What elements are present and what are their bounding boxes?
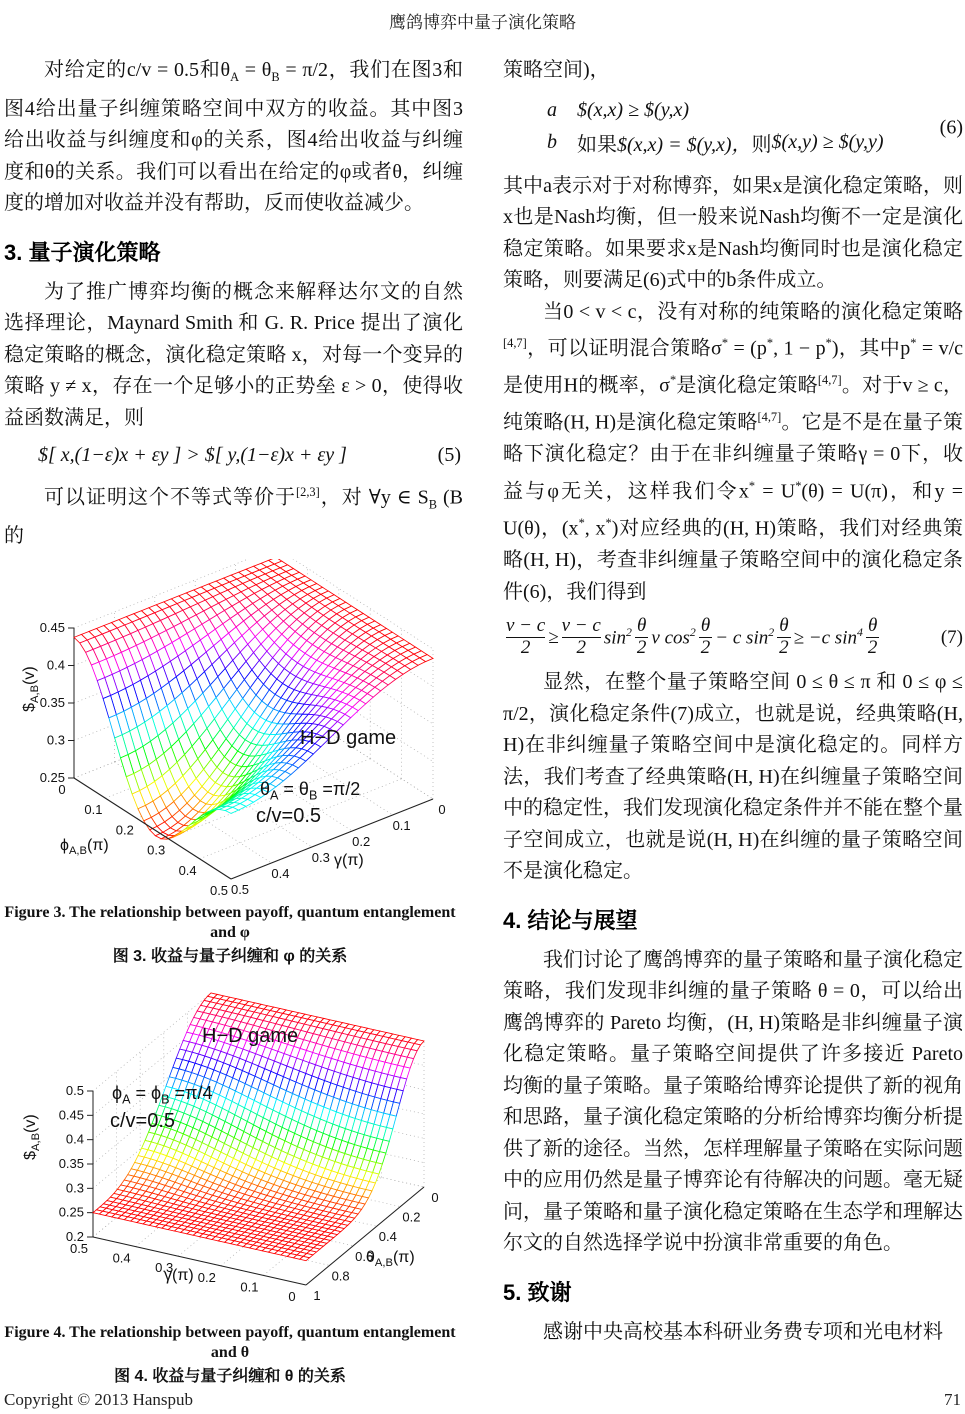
equation-6-number: (6) (939, 116, 963, 138)
equation-5 (4, 444, 463, 467)
equation-6-condition-a (547, 99, 963, 122)
paragraph-mixed-strategy: 当0 < v < c，没有对称的纯策略的演化稳定策略[4,7]，可以证明混合策略σ* = (p*, 1 − p*)，其中p* = v/c是使用H的概率，σ*是演化稳定策略[4,7]。对于v ≥ c，纯策略(H, H)是演化稳定策略[4,7]。它是不是在量子策略下演化稳定？由于在非纠缠量子策略γ = 0下，收益与φ无关，这样我们令x* = U*(θ) = U(π)，和y = U(θ)，(x*, x*)对应经典的(H, H)策略，我们对经典策略(H, H)，考查非纠缠量子策略空间中的演化稳定条件(6)，我们得到 (503, 300, 964, 603)
equation-7-fraction: $\frac{\theta}{2}$ (779, 615, 789, 659)
figure-4-cv-annotation: c/v=0.5 (110, 1109, 176, 1132)
figure-3-caption-en-line1: Figure 3. The relationship between payoff, quantum entanglement (4, 903, 456, 921)
figure-4-caption-zh: 图 4. 收益与量子纠缠和 θ 的关系 (114, 1367, 346, 1385)
footer-page-number: 71 (944, 1390, 961, 1409)
figure-3-y-axis-label: γ(π) (334, 851, 364, 869)
figure-4-y-axis-label: $\theta_{A,B}(\pi)$ (366, 1248, 415, 1269)
figure-4-caption-en-line2: and θ (210, 1343, 250, 1361)
figure-3-caption-zh: 图 3. 收益与量子纠缠和 φ 的关系 (112, 947, 348, 965)
figure-4-z-axis-label: $\$_{A,B}(v)$ (21, 1113, 43, 1160)
equation-5-body: $[ x,(1−ε)x + εy ] > $[ y,(1−ε)x + εy ] (38, 444, 347, 466)
equation-7-fraction: $\frac{v - c}{2}$ (561, 615, 601, 659)
figure-3-caption-en-line2: and φ (210, 923, 250, 941)
paragraph-conclusion: 我们讨论了鹰鸽博弈的量子策略和量子演化稳定策略，我们发现非纠缠的量子策略 θ = 0，可以给出鹰鸽博弈的 Pareto 均衡，(H, H)策略是非纠缠量子演化稳定策略。量子策略空间提供了许多接近 Pareto 均衡的量子策略。量子策略给博弈论提供了新的视角和思路，量子演化稳定策略的分析给博弈均衡分析提供了新的途径。当然，怎样理解量子策略在实际问题中的应用仍然是量子博弈论有待解决的问题。毫无疑问，量子策略和量子演化稳定策略在生态学和理解达尔文的自然选择学说中扮演非常重要的角色。 (503, 948, 963, 1255)
paragraph-acknowledgement: 感谢中央高校基本科研业务费专项和光电材料 (543, 1320, 943, 1343)
figure-3-x-axis-label: $\phi_{A,B}(\pi)$ (60, 836, 109, 857)
equation-7-number: (7) (940, 626, 963, 648)
section-heading-5: 5. 致谢 (503, 1279, 572, 1305)
figure-4-phi-annotation: $\phi_A = \phi_B =\pi/4$ (112, 1082, 213, 1107)
equation-7-term: v $\cos^2$ (651, 626, 696, 649)
equation-7-fraction: θ 2 (636, 615, 647, 659)
footer-copyright: Copyright © 2013 Hanspub (4, 1390, 194, 1409)
equation-6-condition-b (547, 128, 963, 157)
equation-7-relation: ≥ (548, 626, 559, 648)
equation-6-b-if: 如果 (577, 133, 617, 156)
equation-6 (503, 99, 963, 157)
equation-5-number: (5) (437, 444, 461, 466)
paragraph-continuation: 策略空间)， (503, 59, 610, 81)
figure-4-caption (4, 1323, 456, 1389)
figure-3-caption (4, 903, 456, 969)
page-header-title: 鹰鸽博弈中量子演化策略 (389, 13, 576, 32)
paragraph-ess: 为了推广博弈均衡的概念来解释达尔文的自然选择理论，Maynard Smith 和 G. R. Price 提出了演化稳定策略的概念，演化稳定策略 x，对每一个变异的策略 y ≠ x，存在一个足够小的正势垒 ε > 0，使得收益函数满足，则 (4, 280, 463, 429)
figure-3-z-axis-label: $\$_{A,B}(v)$ (20, 665, 42, 712)
paragraph-intro: 对给定的c/v = 0.5和$\theta_A = \theta_B = \pi/2$，我们在图3和图4给出量子纠缠策略空间中双方的收益。其中图3给出收益与纠缠度和φ的关系，图4给出收益与纠缠度和θ的关系。我们可以看出在给定的φ或者θ，纠缠度的增加对收益并没有帮助，反而使收益减少。 (4, 59, 464, 214)
left-column (4, 55, 463, 1389)
equation-6-label-a: a (547, 98, 557, 121)
equation-7-term: ≥ −c $\sin^4$ (793, 626, 863, 649)
equation-6-body-a: $(x,x) ≥ $(y,x) (577, 98, 690, 121)
equation-6-body-b1: $(x,x) = $(y,x)， (617, 133, 752, 156)
figure-3 (4, 559, 463, 899)
equation-7-fraction: $\frac{v - c}{2}$ (506, 615, 546, 659)
equation-7 (503, 616, 963, 659)
right-column (503, 55, 963, 1348)
equation-6-label-b: b (547, 130, 557, 153)
equation-6-b-then: 则 (751, 133, 772, 156)
figure-4-x-axis-label: γ(π) (164, 1266, 194, 1284)
figure-3-title-annotation: H−D game (300, 726, 397, 749)
equation-7-term: − c $\sin^2$ (715, 626, 775, 649)
section-heading-4: 4. 结论与展望 (503, 907, 638, 933)
figure-4 (4, 977, 463, 1319)
equation-7-fraction: θ 2 (867, 615, 878, 659)
equation-7-term: $\sin^2$ (603, 626, 632, 649)
figure-3-theta-annotation: $\theta_A = \theta_B =\pi/2$ (260, 778, 361, 803)
figure-4-title-annotation: H−D game (202, 1024, 299, 1047)
equation-7-fraction: θ 2 (700, 615, 711, 659)
figure-4-caption-en-line1: Figure 4. The relationship between payoff, quantum entanglement (4, 1323, 456, 1341)
section-heading-3: 3. 量子演化策略 (4, 239, 161, 265)
equation-6-body-b2: $(x,y) ≥ $(y,y) (771, 130, 884, 153)
paragraph-stability: 显然，在整个量子策略空间 0 ≤ θ ≤ π 和 0 ≤ φ ≤ π/2，演化稳定条件(7)成立，也就是说，经典策略(H, H)在非纠缠量子策略空间中是演化稳定的。同样方法，我们考查了经典策略(H, H)在纠缠量子策略空间中的稳定性，我们发现演化稳定条件并不能在整个量子空间成立，也就是说(H, H)在纠缠的量子策略空间不是演化稳定。 (503, 671, 963, 883)
paragraph-equiv: 可以证明这个不等式等价于[2,3]，对 ∀y ∈ $S_B$ (B 的 (4, 485, 464, 548)
figure-3-cv-annotation: c/v=0.5 (256, 804, 322, 827)
paragraph-ess-nash: 其中a表示对于对称博弈，如果x是演化稳定策略，则x也是Nash均衡，但一般来说Nash均衡不一定是演化稳定策略。如果要求x是Nash均衡同时也是演化稳定策略，则要满足(6)式中的b条件成立。 (503, 174, 963, 291)
